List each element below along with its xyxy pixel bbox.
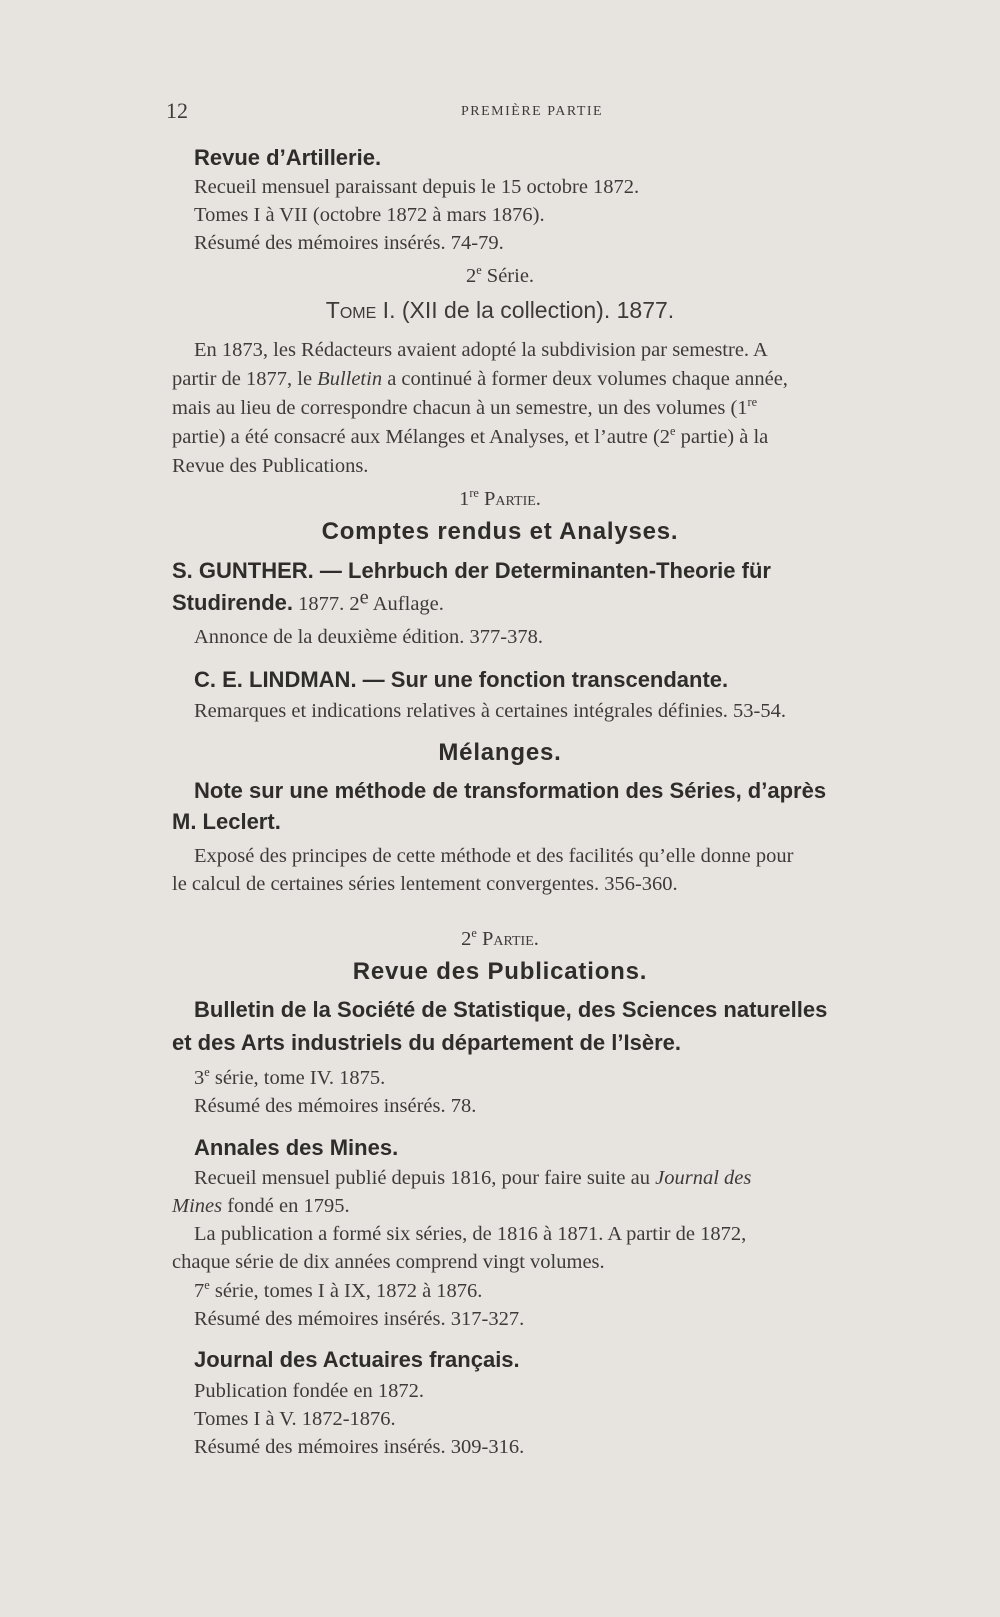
- text-line: [172, 426, 768, 449]
- superscript: re: [747, 395, 758, 410]
- text-fragment: partie) à la: [675, 426, 769, 448]
- text-line: La publication a formé six séries, de 1816 à 1871. A partir de 1872,: [194, 1223, 747, 1245]
- work-title-cont: Studirende.: [172, 590, 294, 615]
- text-line: Revue des Publications.: [172, 455, 369, 477]
- text-line: [194, 1067, 385, 1090]
- edition-info: Auflage.: [368, 593, 444, 615]
- section-title-revue-publications: Revue des Publications.: [352, 958, 648, 985]
- text-line: Exposé des principes de cette méthode et des facilités qu’elle donne pour: [194, 845, 794, 867]
- entry-bulletin-title-line2: et des Arts industriels du département de l’Isère.: [172, 1030, 681, 1055]
- work-title: — Lehrbuch der Determinanten-Theorie für: [313, 558, 771, 583]
- text-line: chaque série de dix années comprend vingt volumes.: [172, 1251, 605, 1273]
- text-fragment: 3: [194, 1067, 205, 1089]
- entry-bulletin-title: Bulletin de la Société de Statistique, des Sciences naturelles: [194, 997, 828, 1022]
- text-line: Tomes I à V. 1872-1876.: [194, 1408, 396, 1430]
- text-fragment: mais au lieu de correspondre chacun à un semestre, un des volumes (1: [172, 397, 748, 419]
- author-name: C. E. LINDMAN.: [194, 667, 357, 692]
- serie-number: 2: [465, 265, 477, 287]
- partie-label: Partie.: [484, 488, 541, 510]
- text-fragment: fondé en 1795.: [222, 1195, 350, 1217]
- text-line: Résumé des mémoires insérés. 309-316.: [194, 1436, 525, 1458]
- entry-lindman-title: [194, 667, 728, 693]
- entry-note-title: Note sur une méthode de transformation des Séries, d’après: [194, 778, 827, 803]
- partie-number: 2: [461, 928, 472, 950]
- partie-1-heading: [0, 488, 1000, 511]
- partie-sup: e: [471, 926, 477, 941]
- text-line: Tomes I à VII (octobre 1872 à mars 1876).: [194, 204, 545, 226]
- entry-gunther-title-line2: [172, 586, 444, 616]
- text-line: En 1873, les Rédacteurs avaient adopté la subdivision par semestre. A: [194, 339, 768, 361]
- text-line: le calcul de certaines séries lentement convergentes. 356-360.: [172, 873, 678, 895]
- italic-term: Mines: [172, 1195, 223, 1217]
- italic-term: Bulletin: [317, 368, 383, 390]
- entry-annales-title: Annales des Mines.: [194, 1135, 399, 1160]
- partie-number: 1: [459, 488, 470, 510]
- superscript: e: [204, 1278, 210, 1293]
- text-line: [172, 1195, 350, 1218]
- tome-rest: I. (XII de la collection). 1877.: [376, 297, 675, 323]
- text-line: Résumé des mémoires insérés. 74-79.: [194, 232, 504, 254]
- text-fragment: a continué à former deux volumes chaque année,: [387, 368, 788, 390]
- work-title: — Sur une fonction transcendante.: [356, 667, 729, 692]
- tome-heading: [0, 297, 1000, 324]
- text-line: [172, 368, 788, 391]
- superscript: e: [204, 1065, 210, 1080]
- text-fragment: série, tomes I à IX, 1872 à 1876.: [209, 1280, 483, 1302]
- text-line: [194, 1280, 482, 1303]
- superscript: e: [359, 586, 369, 609]
- text-line: Résumé des mémoires insérés. 78.: [194, 1095, 477, 1117]
- author-name: S. GUNTHER.: [172, 558, 314, 583]
- edition-info: 1877. 2: [293, 593, 360, 615]
- superscript: e: [670, 424, 676, 439]
- text-fragment: 7: [194, 1280, 205, 1302]
- text-fragment: Recueil mensuel publié depuis 1816, pour faire suite au: [194, 1167, 656, 1189]
- text-fragment: partir de 1877, le: [172, 368, 318, 390]
- partie-sup: re: [469, 486, 479, 501]
- text-fragment: série, tome IV. 1875.: [209, 1067, 386, 1089]
- serie-heading: [0, 265, 1000, 288]
- partie-label: Partie.: [481, 928, 539, 950]
- italic-term: Journal des: [655, 1167, 752, 1189]
- text-line: Annonce de la deuxième édition. 377-378.: [194, 626, 543, 648]
- serie-word: Série.: [481, 265, 535, 287]
- section-title-revue-artillerie: Revue d’Artillerie.: [194, 145, 382, 170]
- entry-note-title-line2: M. Leclert.: [172, 809, 281, 834]
- partie-2-heading: [0, 928, 1000, 951]
- entry-gunther-title: [172, 558, 771, 584]
- entry-journal-title: Journal des Actuaires français.: [194, 1347, 520, 1372]
- text-fragment: partie) a été consacré aux Mélanges et Analyses, et l’autre (2: [172, 426, 671, 448]
- running-title: PREMIÈRE PARTIE: [461, 104, 604, 119]
- section-title-melanges: Mélanges.: [438, 739, 562, 766]
- text-line: [194, 1167, 751, 1190]
- page-number: 12: [166, 98, 188, 123]
- text-line: Publication fondée en 1872.: [194, 1380, 425, 1402]
- text-line: Recueil mensuel paraissant depuis le 15 octobre 1872.: [194, 176, 640, 198]
- text-line: Remarques et indications relatives à certaines intégrales définies. 53-54.: [194, 700, 787, 722]
- serie-sup: e: [476, 263, 482, 278]
- section-title-comptes-rendus: Comptes rendus et Analyses.: [321, 518, 679, 545]
- text-line: Résumé des mémoires insérés. 317-327.: [194, 1308, 525, 1330]
- text-line: [172, 397, 757, 420]
- tome-label: Tome: [325, 297, 377, 323]
